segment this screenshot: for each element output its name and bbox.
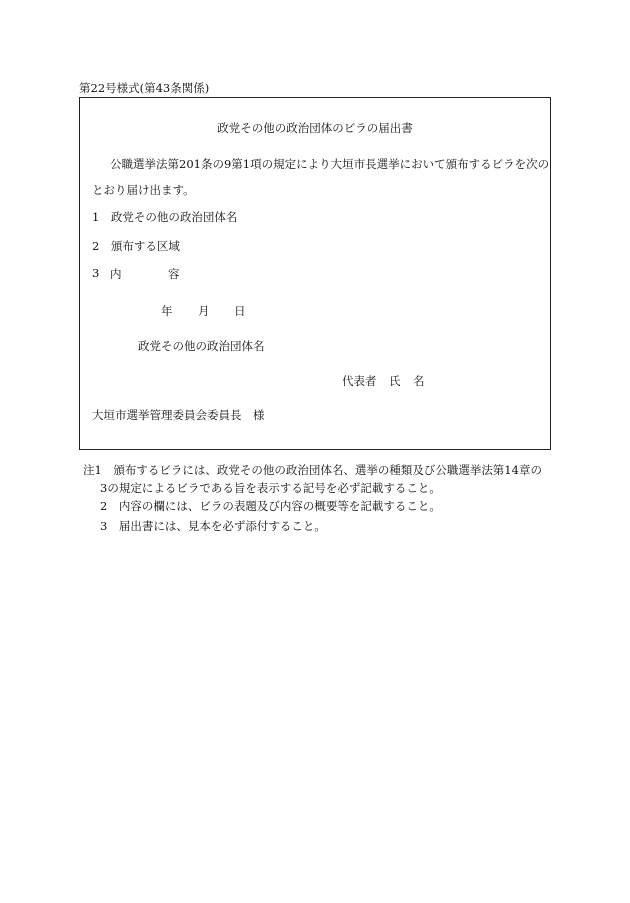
body-text-line-2: とおり届け出ます。 [92,183,195,197]
note-1-line-1: 注1 頒布するビラには、政党その他の政治団体名、選挙の種類及び公職選挙法第14章の [83,463,542,477]
item-political-group-name: 1 政党その他の政治団体名 [92,210,238,224]
body-text-line-1: 公職選挙法第201条の9第1項の規定により大垣市長選挙において頒布するビラを次の [110,157,550,171]
representative-label: 代表者 [342,374,377,388]
date-day-label: 日 [234,304,246,318]
org-name-label: 政党その他の政治団体名 [138,339,265,353]
item-content-label-char-2: 容 [168,267,180,281]
date-year-label: 年 [161,304,173,318]
note-3: 3 届出書には、見本を必ず添付すること。 [100,519,326,533]
representative-name-char-1: 氏 [389,374,401,388]
representative-name-char-2: 名 [413,374,425,388]
note-1-line-2: 3の規定によるビラである旨を表示する記号を必ず記載すること。 [100,481,441,495]
form-frame [79,97,551,450]
addressee: 大垣市選挙管理委員会委員長 様 [92,408,265,422]
note-2: 2 内容の欄には、ビラの表題及び内容の概要等を記載すること。 [100,499,441,513]
date-month-label: 月 [198,304,210,318]
item-content-label-char-1: 内 [110,267,122,281]
item-distribution-area: 2 頒布する区域 [92,239,180,253]
form-number-label: 第22号様式(第43条関係) [79,81,210,95]
form-title: 政党その他の政治団体のビラの届出書 [217,121,413,135]
item-content-number: 3 [92,266,100,280]
